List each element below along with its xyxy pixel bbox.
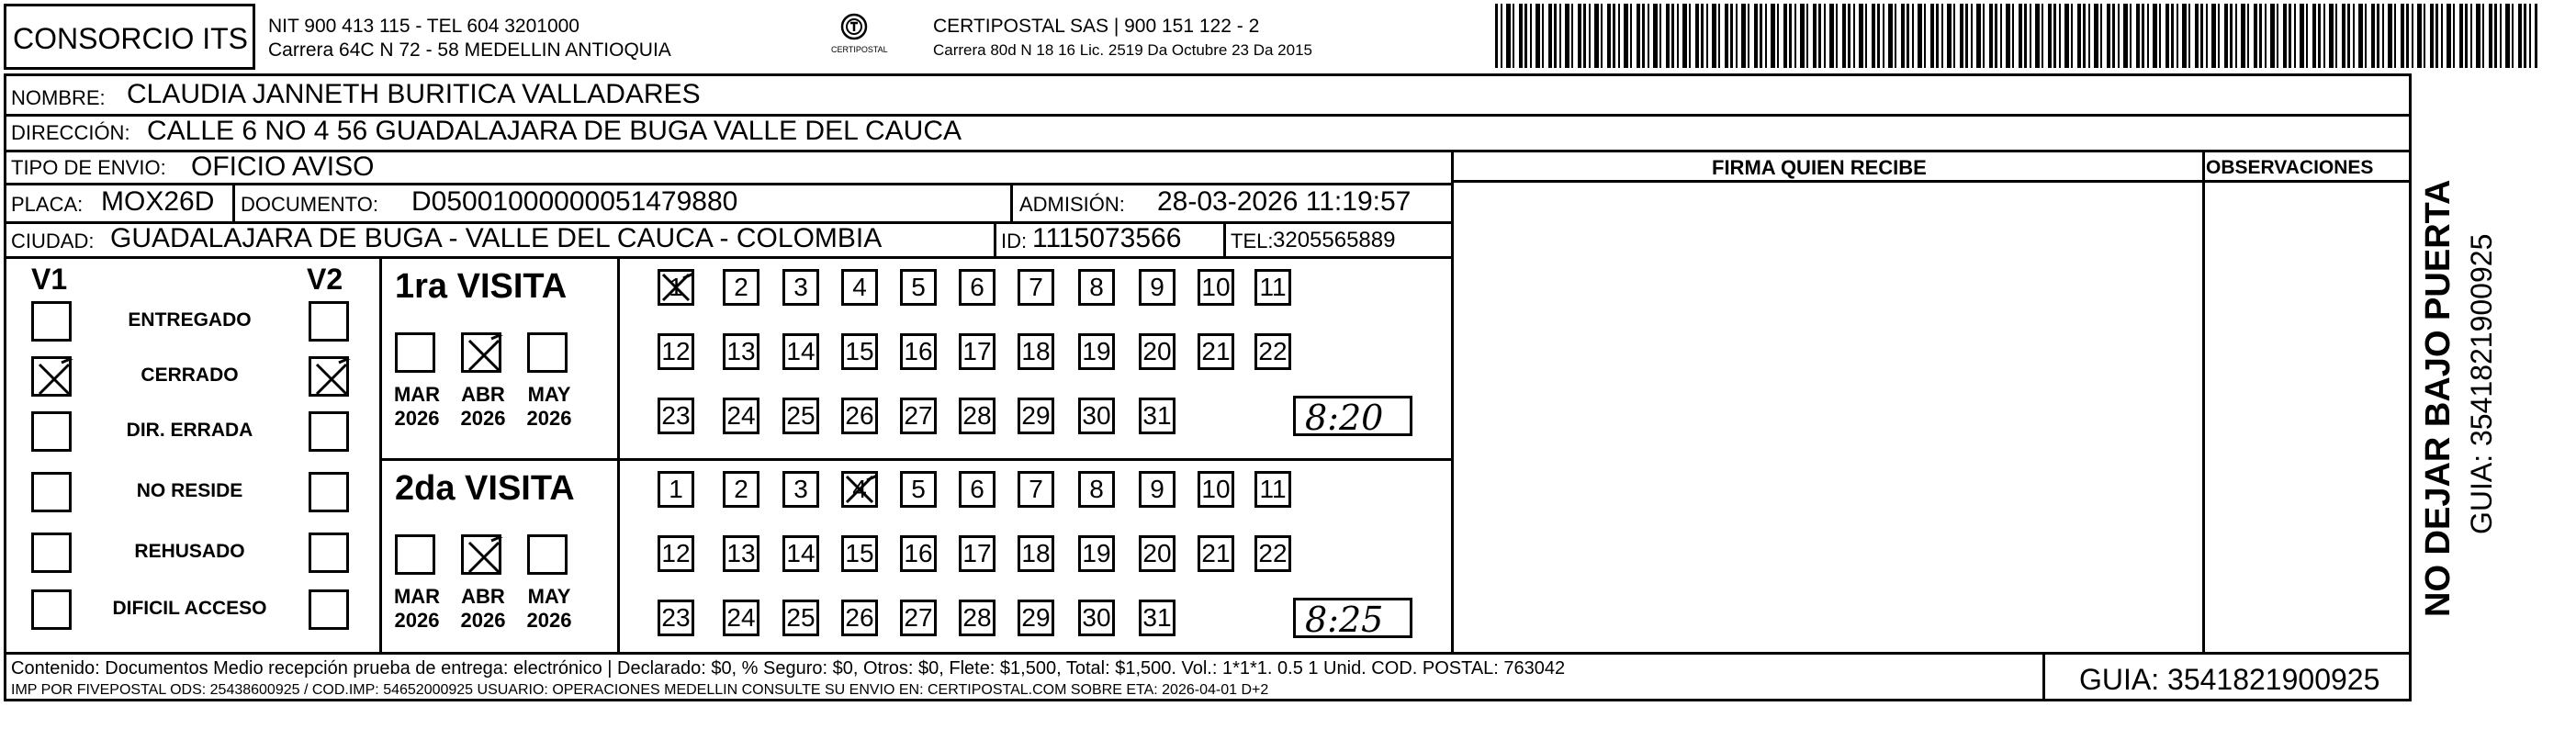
day-box[interactable]: 6 <box>959 471 996 508</box>
company-name: CONSORCIO ITS <box>13 22 249 55</box>
day-box[interactable]: 17 <box>959 333 996 370</box>
day-box[interactable]: 11 <box>1254 269 1291 306</box>
day-box[interactable]: 16 <box>900 535 937 572</box>
day-box[interactable]: 26 <box>841 600 878 636</box>
month-label: ABR <box>461 585 505 608</box>
day-box[interactable]: 21 <box>1198 535 1234 572</box>
day-box[interactable]: 27 <box>900 398 937 434</box>
logo-text: CERTIPOSTAL <box>831 45 888 54</box>
certipostal-line: CERTIPOSTAL SAS | 900 151 122 - 2 <box>933 16 1260 37</box>
day-box[interactable]: 30 <box>1078 600 1115 636</box>
tel-label: TEL: <box>1231 230 1274 252</box>
day-box[interactable]: 4 <box>841 471 878 508</box>
day-box[interactable]: 29 <box>1018 398 1054 434</box>
month-label: MAY <box>527 383 571 406</box>
month-checkbox[interactable] <box>395 332 435 373</box>
day-box[interactable]: 31 <box>1139 600 1176 636</box>
ciudad-label: CIUDAD: <box>11 230 95 252</box>
day-box[interactable]: 14 <box>782 535 819 572</box>
nit-line: NIT 900 413 115 - TEL 604 3201000 <box>268 16 579 37</box>
admision-value: 28-03-2026 11:19:57 <box>1157 186 1412 217</box>
id-label: ID: <box>1001 230 1028 252</box>
month-label: MAR <box>393 383 441 406</box>
status-label: DIFICIL ACCESO <box>112 598 267 619</box>
day-box[interactable]: 22 <box>1254 535 1291 572</box>
day-box[interactable]: 2 <box>723 269 759 306</box>
day-box[interactable]: 18 <box>1018 535 1054 572</box>
year-label: 2026 <box>526 609 572 632</box>
day-box[interactable]: 2 <box>723 471 759 508</box>
time-value: 8:25 <box>1305 600 1384 640</box>
day-box[interactable]: 13 <box>723 333 759 370</box>
day-box[interactable]: 19 <box>1078 333 1115 370</box>
day-box[interactable]: 10 <box>1198 471 1234 508</box>
tel-value: 3205565889 <box>1273 228 1396 252</box>
day-box[interactable]: 20 <box>1139 333 1176 370</box>
certipostal-address: Carrera 80d N 18 16 Lic. 2519 Da Octubre 23 Da 2015 <box>933 41 1312 59</box>
day-box[interactable]: 23 <box>658 600 694 636</box>
tipo-value: OFICIO AVISO <box>191 151 375 182</box>
day-box[interactable]: 8 <box>1078 269 1115 306</box>
status-label: ENTREGADO <box>128 309 252 331</box>
placa-value: MOX26D <box>101 186 215 217</box>
v2-label: V2 <box>307 263 343 296</box>
day-box[interactable]: 14 <box>782 333 819 370</box>
tipo-label: TIPO DE ENVIO: <box>11 156 166 179</box>
v2-checkbox[interactable] <box>309 301 349 342</box>
day-box[interactable]: 23 <box>658 398 694 434</box>
v2-checkbox[interactable] <box>309 411 349 452</box>
year-label: 2026 <box>460 407 506 430</box>
day-box[interactable]: 9 <box>1139 471 1176 508</box>
status-label: REHUSADO <box>134 541 245 562</box>
documento-value: D05001000000051479880 <box>411 186 738 217</box>
status-label: NO RESIDE <box>136 480 243 501</box>
day-box[interactable]: 5 <box>900 471 937 508</box>
month-checkbox[interactable] <box>527 534 568 575</box>
day-box[interactable]: 28 <box>959 398 996 434</box>
day-box[interactable]: 21 <box>1198 333 1234 370</box>
day-box[interactable]: 16 <box>900 333 937 370</box>
month-checkbox[interactable] <box>395 534 435 575</box>
observaciones-header: OBSERVACIONES <box>2206 157 2374 178</box>
month-checkbox[interactable] <box>527 332 568 373</box>
side-guia: GUIA: 3541821900925 <box>2465 233 2498 534</box>
day-box[interactable]: 9 <box>1139 269 1176 306</box>
ciudad-value: GUADALAJARA DE BUGA - VALLE DEL CAUCA - COLOMBIA <box>110 223 883 253</box>
day-box[interactable]: 11 <box>1254 471 1291 508</box>
day-box[interactable]: 1 <box>658 471 694 508</box>
visit-title: 1ra VISITA <box>395 267 568 306</box>
day-box[interactable]: 12 <box>658 535 694 572</box>
year-label: 2026 <box>394 609 440 632</box>
day-box[interactable]: 7 <box>1018 269 1054 306</box>
time-box[interactable] <box>1293 598 1412 638</box>
day-box[interactable]: 25 <box>782 600 819 636</box>
id-value: 1115073566 <box>1032 223 1182 253</box>
month-label: MAY <box>527 585 571 608</box>
day-box[interactable]: 1 <box>658 269 694 306</box>
status-label: DIR. ERRADA <box>126 420 253 441</box>
barcode <box>1495 4 2537 68</box>
admision-label: ADMISIÓN: <box>1019 193 1125 216</box>
day-box[interactable]: 26 <box>841 398 878 434</box>
day-box[interactable]: 15 <box>841 535 878 572</box>
v2-checkbox[interactable] <box>309 533 349 573</box>
day-box[interactable]: 20 <box>1139 535 1176 572</box>
firma-header: FIRMA QUIEN RECIBE <box>1712 156 1927 179</box>
year-label: 2026 <box>394 407 440 430</box>
direccion-value: CALLE 6 NO 4 56 GUADALAJARA DE BUGA VALLE DEL CAUCA <box>147 116 962 146</box>
v1-label: V1 <box>31 263 68 296</box>
day-box[interactable]: 5 <box>900 269 937 306</box>
no-dejar-text: NO DEJAR BAJO PUERTA <box>2419 179 2458 617</box>
day-box[interactable]: 3 <box>782 269 819 306</box>
time-value: 8:20 <box>1305 398 1384 438</box>
day-box[interactable]: 25 <box>782 398 819 434</box>
day-box[interactable]: 13 <box>723 535 759 572</box>
month-checkbox[interactable] <box>461 534 501 575</box>
month-label: ABR <box>461 383 505 406</box>
side-text <box>2421 103 2513 617</box>
footer-line2: IMP POR FIVEPOSTAL ODS: 25438600925 / COD.IMP: 54652000925 USUARIO: OPERACIONES MEDELLIN CONSULTE SU ENVIO EN: CERTIPOSTAL.COM SOBRE ETA: 2026-04-01 D+2 <box>11 682 1269 698</box>
v2-checkbox[interactable] <box>309 472 349 512</box>
day-box[interactable]: 3 <box>782 471 819 508</box>
day-box[interactable]: 4 <box>841 269 878 306</box>
day-box[interactable]: 7 <box>1018 471 1054 508</box>
footer-line1: Contenido: Documentos Medio recepción prueba de entrega: electrónico | Declarado: $0, % Seguro: $0, Otros: $0, Flete: $1,500, Total: $1,500. Vol.: 1*1*1. 0.5 1 Unid. COD. POSTAL: 763042 <box>11 658 1566 679</box>
year-label: 2026 <box>526 407 572 430</box>
time-box[interactable] <box>1293 396 1412 436</box>
day-box[interactable]: 17 <box>959 535 996 572</box>
year-label: 2026 <box>460 609 506 632</box>
day-box[interactable]: 31 <box>1139 398 1176 434</box>
certipostal-logo <box>831 11 888 62</box>
address-line: Carrera 64C N 72 - 58 MEDELLIN ANTIOQUIA <box>268 39 671 61</box>
day-box[interactable]: 24 <box>723 398 759 434</box>
nombre-value: CLAUDIA JANNETH BURITICA VALLADARES <box>127 79 701 109</box>
footer-guia: GUIA: 3541821900925 <box>2079 663 2380 696</box>
documento-label: DOCUMENTO: <box>241 193 378 216</box>
status-label: CERRADO <box>141 364 239 386</box>
day-box[interactable]: 12 <box>658 333 694 370</box>
day-box[interactable]: 27 <box>900 600 937 636</box>
day-box[interactable]: 24 <box>723 600 759 636</box>
day-box[interactable]: 19 <box>1078 535 1115 572</box>
visit-title: 2da VISITA <box>395 469 575 508</box>
day-box[interactable]: 15 <box>841 333 878 370</box>
day-box[interactable]: 10 <box>1198 269 1234 306</box>
day-box[interactable]: 22 <box>1254 333 1291 370</box>
day-box[interactable]: 6 <box>959 269 996 306</box>
day-box[interactable]: 18 <box>1018 333 1054 370</box>
v2-checkbox[interactable] <box>309 356 349 397</box>
day-box[interactable]: 29 <box>1018 600 1054 636</box>
month-label: MAR <box>393 585 441 608</box>
day-box[interactable]: 8 <box>1078 471 1115 508</box>
v2-checkbox[interactable] <box>309 589 349 630</box>
day-box[interactable]: 28 <box>959 600 996 636</box>
month-checkbox[interactable] <box>461 332 501 373</box>
day-box[interactable]: 30 <box>1078 398 1115 434</box>
placa-label: PLACA: <box>11 193 84 216</box>
direccion-label: DIRECCIÓN: <box>11 121 130 144</box>
nombre-label: NOMBRE: <box>11 86 106 109</box>
